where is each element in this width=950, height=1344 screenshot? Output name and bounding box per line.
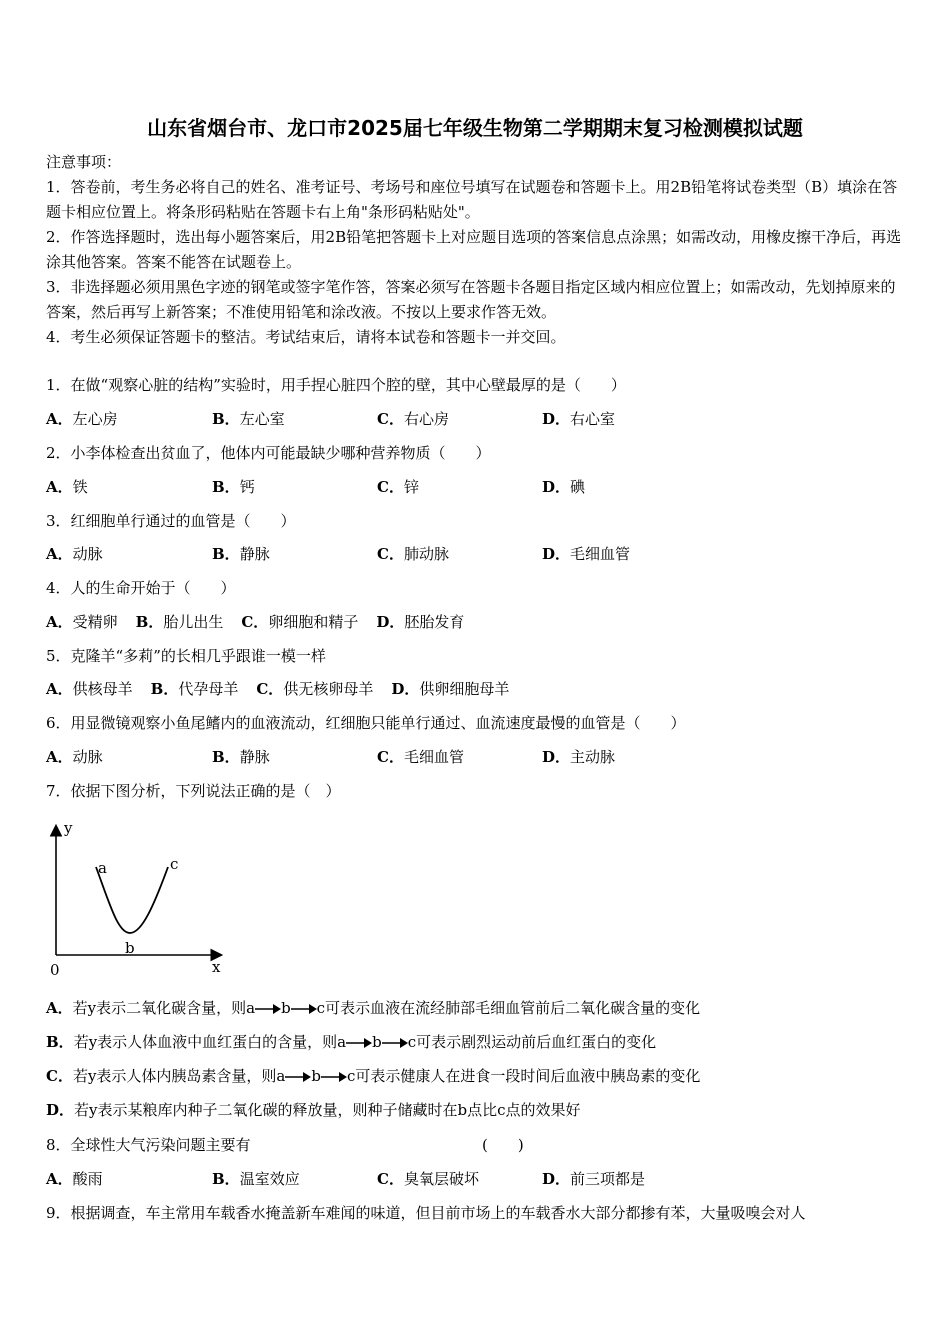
question-7-option-c: C．若y表示人体内胰岛素含量，则a b c可表示健康人在进食一段时间后血液中胰岛素的变化	[46, 1067, 701, 1085]
question-1-stem: 1．在做“观察心脏的结构”实验时，用手捏心脏四个腔的壁，其中心壁最厚的是（ ）	[46, 376, 626, 394]
arrow-icon	[255, 1003, 281, 1015]
arrow-icon	[291, 1003, 317, 1015]
option-b: B．静脉	[212, 748, 270, 766]
option-b: B．温室效应	[212, 1170, 300, 1188]
question-7-option-a: A．若y表示二氧化碳含量，则a b c可表示血液在流经肺部毛细血管前后二氧化碳含量的变化	[46, 999, 701, 1017]
option-d: D．右心室	[542, 410, 616, 428]
option-b: B．静脉	[212, 545, 270, 563]
point-a-label: a	[98, 859, 107, 877]
question-8-stem: 8．全球性大气污染问题主要有	[46, 1136, 251, 1154]
option-d: D．碘	[542, 478, 586, 496]
arrow-icon	[285, 1071, 311, 1083]
option-d: D．供卵细胞母羊	[391, 680, 510, 698]
question-4-stem: 4．人的生命开始于（ ）	[46, 579, 236, 597]
arrow-icon	[346, 1037, 372, 1049]
note-3: 3．非选择题必须用黑色字迹的钢笔或签字笔作答，答案必须写在答题卡各题目指定区域内相应位置上；如需改动，先划掉原来的答案，然后再写上新答案；不准使用铅笔和涂改液。不按以上要求作答无效。	[46, 278, 896, 321]
question-5-stem: 5．克隆羊“多莉”的长相几乎跟谁一模一样	[46, 647, 326, 665]
arrow-icon	[321, 1071, 347, 1083]
option-a: A．酸雨	[46, 1170, 103, 1188]
question-5-options	[46, 679, 527, 699]
question-2-stem: 2．小李体检查出贫血了，他体内可能最缺少哪种营养物质（ ）	[46, 444, 491, 462]
question-8-paren: ( )	[482, 1136, 524, 1154]
option-d: D．主动脉	[542, 748, 616, 766]
option-a: A．动脉	[46, 545, 103, 563]
point-b-label: b	[125, 939, 135, 957]
question-7-option-b: B．若y表示人体血液中血红蛋白的含量，则a b c可表示剧烈运动前后血红蛋白的变化	[46, 1033, 657, 1051]
option-b: B．钙	[212, 478, 255, 496]
y-axis-label: y	[64, 819, 73, 837]
option-c: C．锌	[377, 478, 419, 496]
option-c: C．右心房	[377, 410, 449, 428]
note-4: 4．考生必须保证答题卡的整洁。考试结束后，请将本试卷和答题卡一并交回。	[46, 328, 566, 346]
question-6-stem: 6．用显微镜观察小鱼尾鳍内的血液流动，红细胞只能单行通过、血流速度最慢的血管是（ ）	[46, 714, 686, 732]
question-3-stem: 3．红细胞单行通过的血管是（ ）	[46, 512, 296, 530]
page-title: 山东省烟台市、龙口市2025届七年级生物第二学期期末复习检测模拟试题	[147, 116, 803, 140]
question-7-graph	[40, 815, 240, 985]
option-a: A．受精卵	[46, 613, 118, 631]
option-c: C．毛细血管	[377, 748, 464, 766]
note-2: 2．作答选择题时，选出每小题答案后，用2B铅笔把答题卡上对应题目选项的答案信息点涂黑；如需改动，用橡皮擦干净后，再选涂其他答案。答案不能答在试题卷上。	[46, 228, 902, 271]
option-d: D．毛细血管	[542, 545, 631, 563]
x-axis-label: x	[212, 958, 221, 976]
option-d: D．前三项都是	[542, 1170, 646, 1188]
option-b: B．胎儿出生	[135, 613, 224, 631]
option-a: A．左心房	[46, 410, 118, 428]
option-b: B．代孕母羊	[150, 680, 239, 698]
option-b: B．左心室	[212, 410, 285, 428]
origin-label: 0	[50, 961, 60, 979]
question-7-option-d: D．若y表示某粮库内种子二氧化碳的释放量，则种子储藏时在b点比c点的效果好	[46, 1101, 581, 1119]
point-c-label: c	[170, 855, 179, 873]
option-a: A．铁	[46, 478, 88, 496]
notes-heading: 注意事项：	[46, 153, 122, 171]
question-7-stem: 7．依据下图分析，下列说法正确的是（ ）	[46, 782, 341, 800]
arrow-icon	[382, 1037, 408, 1049]
question-9-stem: 9．根据调查，车主常用车载香水掩盖新车难闻的味道，但目前市场上的车载香水大部分都掺有苯，大量吸嗅会对人	[46, 1204, 806, 1222]
option-c: C．供无核卵母羊	[256, 680, 374, 698]
option-a: A．动脉	[46, 748, 103, 766]
option-a: A．供核母羊	[46, 680, 133, 698]
question-4-options	[46, 612, 482, 632]
note-1: 1．答卷前，考生务必将自己的姓名、准考证号、考场号和座位号填写在试题卷和答题卡上。用2B铅笔将试卷类型（B）填涂在答题卡相应位置上。将条形码粘贴在答题卡右上角"条形码粘贴处"。	[46, 178, 898, 221]
option-c: C．肺动脉	[377, 545, 449, 563]
option-d: D．胚胎发育	[376, 613, 465, 631]
option-c: C．卵细胞和精子	[241, 613, 359, 631]
option-c: C．臭氧层破坏	[377, 1170, 479, 1188]
